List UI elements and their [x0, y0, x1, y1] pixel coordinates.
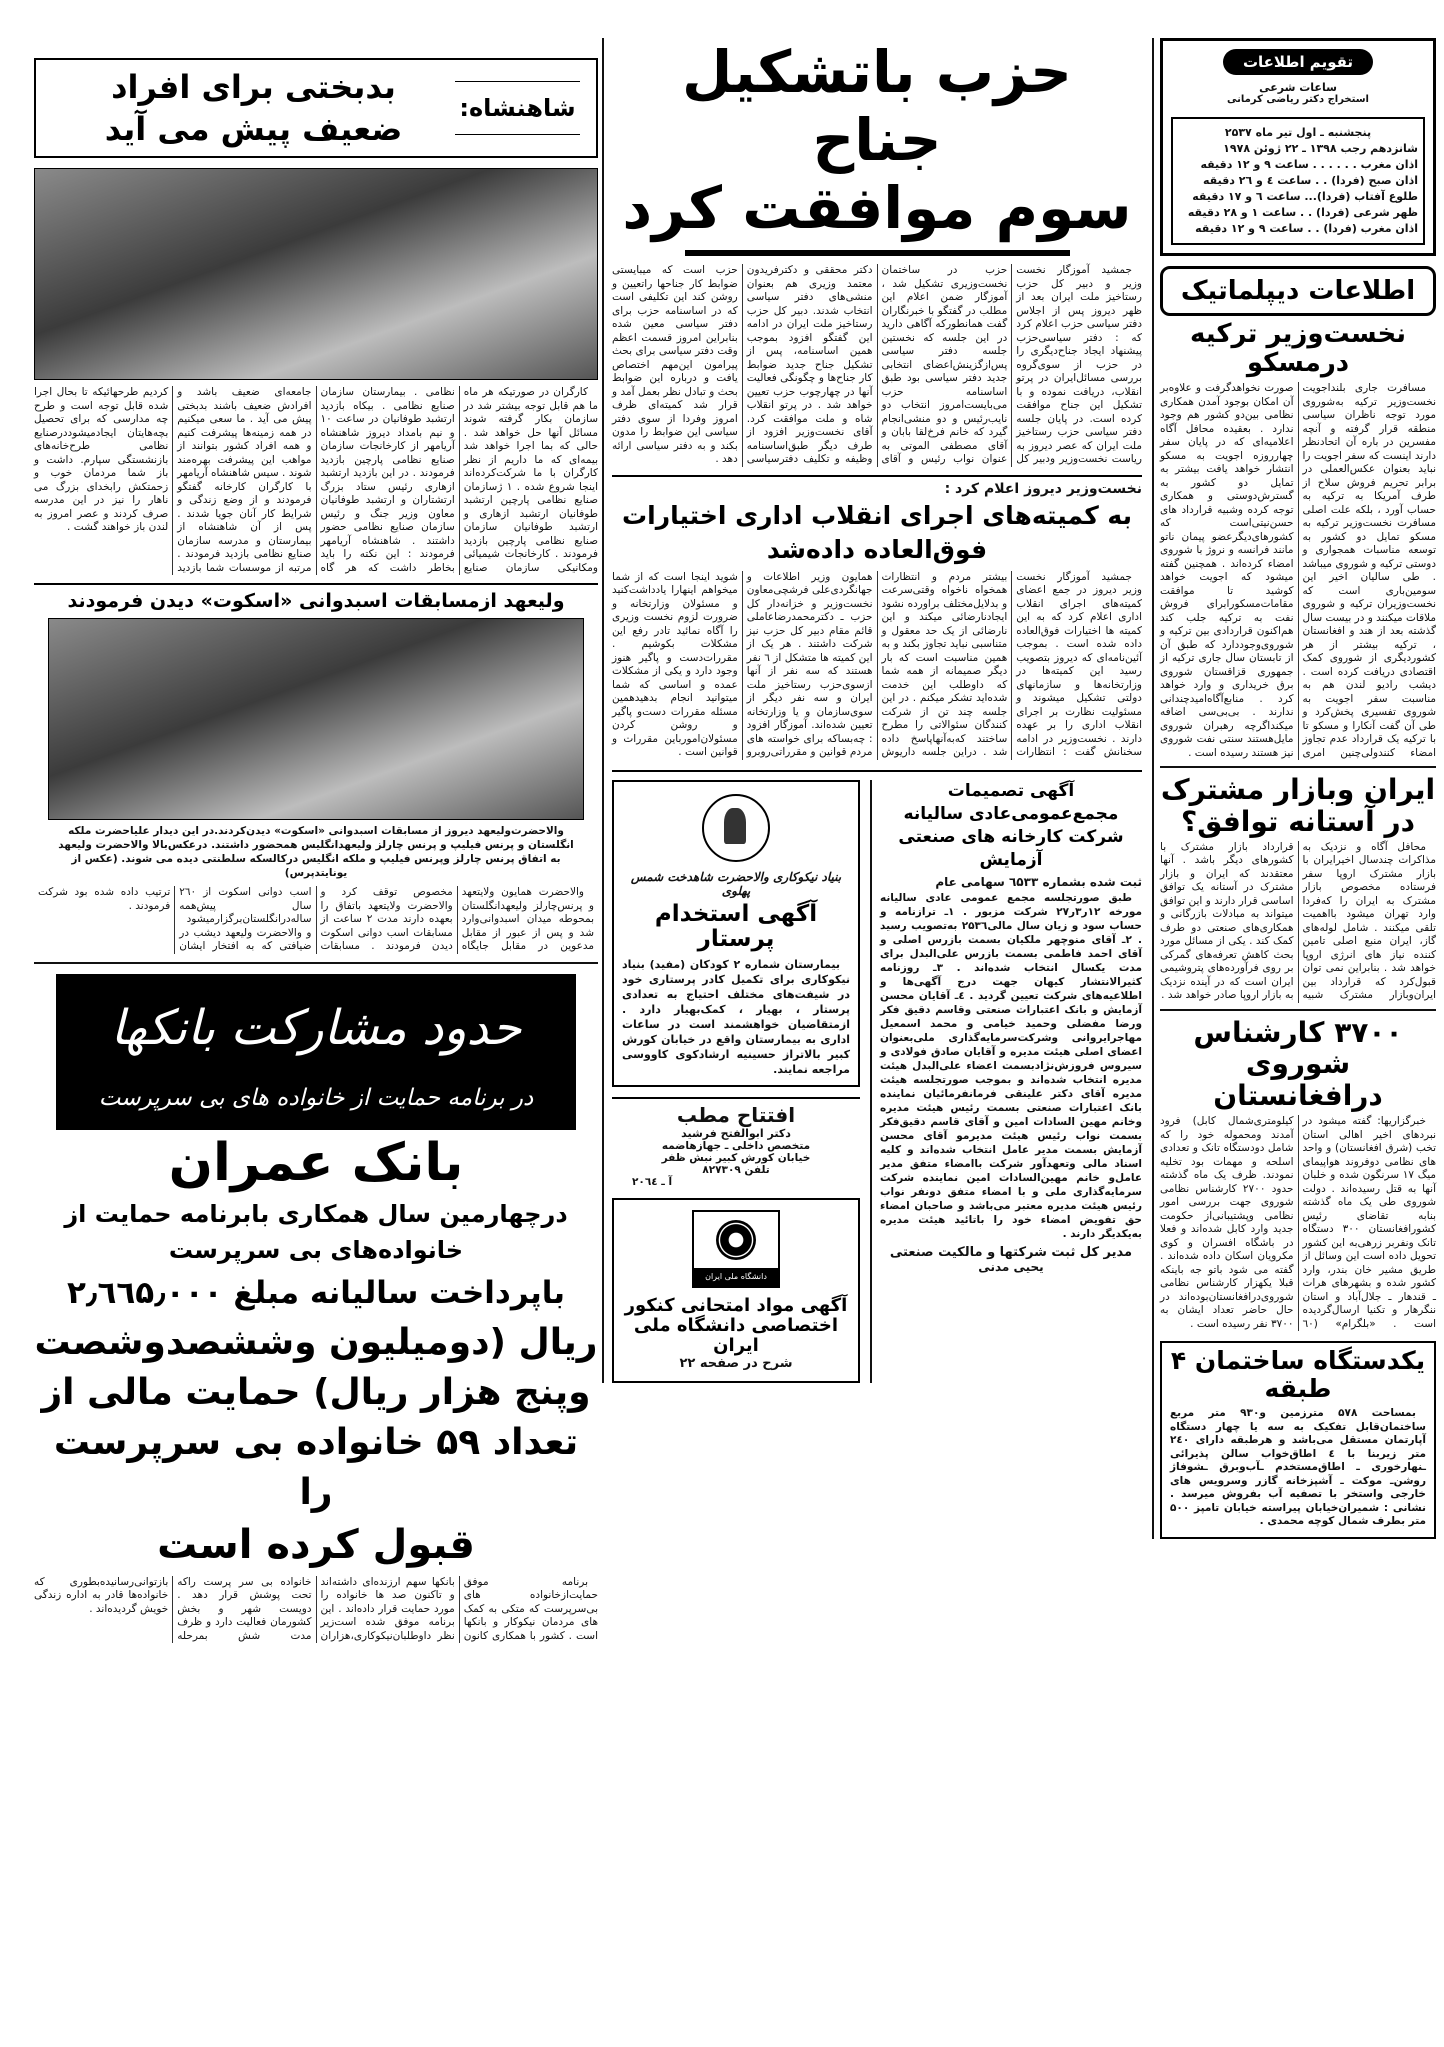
ad-big-line: قبول کرده است — [157, 1521, 475, 1568]
ad-headline: افتتاح مطب — [676, 1103, 796, 1127]
ad-headline: یکدستگاه ساختمان ۴ طبقه — [1170, 1346, 1426, 1404]
ad-headline: آگهی تصمیمات مجمع‌عمومی‌عادی سالیانه شرکت کارخانه های صنعتی آزمایش — [898, 780, 1124, 870]
ad-body: بیمارستان شماره ۲ کودکان (مفید) بنیاد نیکوکاری برای تکمیل کادر پرستاری خود در شیفت‌های مختلف احتیاج به تعدادی پرستار ، بهیار ، کمک‌بهیار دارد . ازمتقاضیان خواهشمند است در ساعات اداری به بیمارستان واقع در خیابان کورش کبیر بالاتراز حسینیه ارشادکوی کاووسی مراجعه نمایند. — [622, 958, 850, 1076]
bottom-ads-row — [612, 770, 1142, 1384]
kicker: شاهنشاه: — [459, 94, 576, 122]
ad-subline: خانواده‌های بی سرپرست — [168, 1235, 464, 1264]
address: خیابان کورش کبیر نبش ظفر — [661, 1152, 811, 1164]
shahanshah-article — [34, 386, 598, 575]
foundation-name: بنیاد نیکوکاری والاحضرت شاهدخت شمس پهلوی — [630, 869, 842, 898]
building-ad — [1160, 1341, 1436, 1539]
ad-subline: درچهارمین سال همکاری بابرنامه حمایت از — [64, 1199, 568, 1228]
left-column — [30, 38, 598, 1643]
banner-subtitle: در برنامه حمایت از خانواده های بی سرپرست — [98, 1084, 534, 1111]
banner-title: حدود مشارکت بانکها — [110, 999, 522, 1056]
divider — [1160, 1009, 1436, 1011]
divider — [1160, 766, 1436, 768]
section-title: اطلاعات دیپلماتیک — [1180, 276, 1416, 306]
ad-text — [880, 891, 1142, 1241]
lead-headline-line: سوم موافقت کرد — [622, 174, 1132, 242]
phone: تلفن ۸۲۷۳۰۹ — [702, 1164, 770, 1176]
committees-headline: به کمیته‌های اجرای انقلاب اداری اختیارات فوق‌العاده داده‌شد — [622, 500, 1132, 564]
ad-big-line: وپنج هزار ریال) حمایت مالی از — [41, 1371, 591, 1413]
ads-stack — [612, 780, 860, 1384]
ad-headline: اختصاصی دانشگاه ملی ایران — [633, 1315, 839, 1357]
article-text: والاحضرت همایون ولایتعهد و پرنس‌چارلز ولیعهدانگلستان بمحوطه میدان اسبدوانی‌وارد شد و پس از عبور از مقابل مدعوین در مقابل جایگاه مخصوص توقف کرد و والاحضرت ولایتعهد باتفاق را بعهده دارند مدت ۲ ساعت از مسابقات اسب دوانی اسکوت دیدن فرمودند . مسابقات اسب دوانی اسکوت از ۲٦۰ سال پیش‌همه ساله‌درانگلستان‌برگزارمیشود و والاحضرت ولیعهد دیشب در ضیافتی که به افتخار ایشان ترتیب داده شده بود شرکت فرمودند . — [38, 886, 594, 953]
royal-carriage-photo — [48, 618, 584, 820]
ad-headline: آگهی استخدام پرستار — [654, 900, 818, 953]
bank-name: بانک عمران — [168, 1132, 464, 1193]
university-logo — [692, 1210, 780, 1288]
kicker: نخست‌وزیر دیروز اعلام کرد : — [944, 480, 1142, 497]
common-market-article — [1160, 841, 1436, 1003]
prayer-time: طلوع آفتاب (فردا)... ساعت ٦ و ۱۷ دقیقه — [1192, 190, 1418, 203]
calendar-subtitle: ساعات شرعی — [1259, 81, 1337, 94]
ad-big-line: تعداد ۵۹ خانواده بی سرپرست را — [53, 1421, 579, 1513]
lead-headline — [612, 38, 1142, 242]
ad-body: بمساحت ۵۷۸ مترزمین و۹۳۰ متر مربع ساختمان‌قابل تفکیک به سه یا چهار دستگاه آپارتمان مستقل می‌باشد و هرطبقه دارای ۲٤۰ متر زیربنا با ٤ اطاق‌خواب سالن پذیرائی ـنهارخوری ـ اطاق‌مستخدم ـآب‌وبرق ـشوفاژ روشن‌ـ موکت ـ آشپزخانه گازر وسرویس های خارجی واستخر با تصفیه آب بفروش میرسد . نشانی : شمیران‌خیابان پیراسته خیابان تامپز ۵۰۰ متر بطرف شمال کوچه محمدی . — [1170, 1407, 1426, 1528]
registration-number: ثبت شده بشماره ٦۵۳۳ سهامی عام — [935, 874, 1142, 889]
photo-caption: والاحضرت‌ولیعهد دیروز از مسابقات اسبدوانی «اسکوت» دیدن‌کردند.در این دیدار علیاحضرت ملکه انگلستان و پرنس فیلیپ و پرنس چارلز ولیعهدانگلیس همحضور داشتند. درعکس‌بالا والاحضرت ولیعهد به اتفاق پرنس چارلز وپرنس فیلیپ و ملکه انگلیس درکالسکه سلطنتی دیده می شوند. (عکس از یونایتدپرس) — [58, 825, 574, 880]
lead-headline-line: حزب باتشکیل جناح — [682, 38, 1072, 174]
prayer-times — [1171, 117, 1425, 245]
article-text: جمشید آموزگار نخست وزیر دیروز در جمع اعضای کمیته‌های اجرای انقلاب اداری اعلام کرد که به این کمیته ها اختیارات فوق‌العاده داده شده است . بموجب آئین‌نامه‌ای که دیروز بتصویب رسید این کمیته‌ها در وزارتخانه‌ها و سازمانهای دولتی تشکیل میشوند و مسئولیت نظارت بر اجرای انقلاب اداری را بر عهده دارند . نخست‌وزیر در ادامه سخنانش گفت : انتظارات بیشتر مردم و انتظارات همخواه ناخواه وقتی‌سرعت و بدلایل‌مختلف براورده نشود ایجادنارضائی میکند و این نارضائی از یک حد معقول و متناسبی نباید تجاوز بکند و به همین مناسبت است که بار دیگر صمیمانه از همه شما که داوطلب این خدمت شده‌اید تشکر میکنم . در این جلسه چند تن از شرکت کنندگان سئوالاتی را مطرح ساختند که‌به‌آنهاپاسخ داده شد . دراین جلسه داریوش همایون وزیر اطلاعات و جهانگردی‌علی فرشچی‌معاون نخست‌وزیر و خزانه‌دار کل حزب ـ دکترمحمدرضاعاملی قائم مقام دبیر کل حزب نیز شرکت داشتند . هر یک از این کمیته ها متشکل از ٦ نفر هستند که سه نفر از آنها ازسوی‌حزب رستاخیز ملت ایران و سه نفر دیگر از سوی‌سازمان و یا وزارتخانه تعیین شده‌اند. آموزگار افزود : چه‌بساکه برای خواسته های مردم قوانین و مقرراتی‌روبرو شوید اینجا است که از شما میخواهم اینهارا یادداشت‌کنید و مسئولان وزارتخانه و ضرورت لزوم نخست وزیری را آگاه نمائید تادر رفع این مشکلات بکوشیم . مقررات‌دست و پاگیر هنوز وجود دارد و یکی از مشکلات عمده و اساسی که شما میتوانید انجام بدهید‌همین مسئله مقررات دست‌و پاگیر و روشن کردن مسئولان‌امور‌باین مقررات و قوانین است . — [612, 570, 1142, 758]
shahanshah-headline — [52, 66, 455, 150]
ascot-article — [38, 886, 594, 954]
divider — [34, 962, 598, 964]
foundation-emblem-icon — [702, 794, 770, 862]
shah-speech-crowd-photo — [34, 168, 598, 380]
shahanshah-headline-box — [34, 58, 598, 158]
signature-title: مدیر کل ثبت شرکتها و مالکیت صنعتی — [889, 1244, 1133, 1260]
lead-article — [612, 264, 1142, 467]
soviet-headline: ۳۷۰۰ کارشناس شوروی درافغانستان — [1193, 1015, 1403, 1112]
bank-ad-body — [34, 1130, 598, 1572]
prayer-time: اذان مغرب (فردا) . . ساعت ۹ و ۱۲ دقیقه — [1195, 222, 1418, 235]
headline-line: بدبختی برای افراد — [111, 68, 396, 106]
article-text: خبرگزاریها: گفته میشود در نبردهای اخیر اهالی استان تخب (شرق افغانستان) و واحد های نظامی دوفروند هواپیمای میگ ۱۷ سرنگون شده و خلبان آنها به قتل رسیده‌اند . دولت شوروی طی یک ماه گذشته بنابه تقاضای رئیس کشورافغانستان ۳۰۰ دستگاه تانک ونفربر زرهی‌به این کشور تحویل داده است این وسائل از طریق مشیر خان بندر، وارد کشور شده و بشهرهای هرات ـ قندهار ـ جلال‌آباد و استان ننگرهار و تکنیا ارسال‌گردیده است . «بلگرام» (٦۰ کیلومتری‌شمال کابل) فرود آمدند ومحموله خود را که شامل دودستگاه تانک و تعدادی اسلحه و مهمات بود تخلیه نمودند. ظرف یک ماه گذشته حدود ۲۷۰۰ کارشناس نظامی شوروی جهت بررسی امور نظامی وپشتیبانی‌از حکومت جدید وارد کابل شده‌اند و فعلا در باشگاه افسران و کوی مکرویان اسکان داده شده‌اند . گفته می شود باتو جه باینکه قبلا یکهزار کارشناس نظامی شوروی‌درافغانستان‌بوده‌اند در حال حاضر تعداد ایشان به ۳۷۰۰ نفر رسیده است . — [1160, 1115, 1436, 1330]
ad-note: شرح در صفحه ۲۲ — [679, 1356, 793, 1372]
soviet-article — [1160, 1115, 1436, 1331]
article-text: جمشید آموزگار نخست وزیر و دبیر کل حزب رستاخیز ملت ایران بعد از ظهر دیروز پس از اجلاس دفتر سیاسی حزب اعلام کرد که : دفتر سیاسی‌حزب پیشنهاد ایجاد جناح‌دیگری را در حزب از سوی‌گروه بررسی مسائل‌ایران در پرتو انقلاب، دریافت نموده و با تشکیل این جناح موافقت کرده است. در پایان جلسه دفتر سیاسی حزب رستاخیز ملت ایران که عصر دیروز به ریاست نخست‌وزیر ودبیر کل حزب در ساختمان نخست‌وزیری تشکیل شد ، آموزگار ضمن اعلام این مطلب در گفتگو با خبرنگاران گفت همانطورکه آگاهی دارید در این جلسه که نخستین جلسه دفتر سیاسی پس‌ازگزینش‌اعضای انتخابی جدید دفتر سیاسی بود طبق اساسنامه حزب می‌بایست‌امروز انتخاب دو نایب‌رئیس و دو منشی‌انجام گیرد که خانم فرخ‌لقا بابان و آقای مصطفی الموتی به عنوان نواب رئیس و آقای دکتر محققی و دکترفریدون معتمد وزیری هم بعنوان منشی‌های دفتر سیاسی انتخاب شدند. دبیر کل حزب رستاخیز ملت ایران در ادامه این گفتگو افزود بموجب همین اساسنامه، پس از تشکیل جناح جدید ضوابط کار جناح‌ها و چگونگی فعالیت آنها در چهارچوب حزب تعیین خواهد شد . در پرتو انقلاب شاه و ملت موافقت کرد. آقای نخست‌وزیر افزود از طرف دیگر طبق‌اساسنامه وظیفه و تکلیف دفترسیاسی حزب است که میبایستی ضوابط کار جناحها راتعیین و روشن کند این تکلیفی است که در اساسنامه حزب برای دفتر سیاسی معین شده بنابراین امروز قسمت اعظم وقت دفتر سیاسی برای بحث پیرامون این‌مهم اختصاص یافت و درباره این ضوابط بحث و تبادل نظر بعمل آمد و قرار شد کمیته‌ای ظرف امروز وفردا از سوی دفتر سیاسی این ضوابط را مدون بکند و به دفتر سیاسی ارائه دهد . — [612, 264, 1142, 465]
specialty: متخصص داخلی ـ جهازهاضمه — [661, 1140, 811, 1152]
bank-ad-banner — [56, 974, 576, 1130]
nurse-ad — [612, 780, 860, 1088]
prayer-time: ظهر شرعی (فردا) . . ساعت ۱ و ۲۸ دقیقه — [1187, 206, 1418, 219]
article-text: برنامه موفق حمایت‌ازخانواده های بی‌سرپرست که متکی به کمک های مردمان نیکوکار و بانکها است . کشور با همکاری کانون بانکها سهم ارزنده‌ای داشته‌اند و تاکنون صد ها خانواده را مورد حمایت قرار داده‌اند . این برنامه موفق شده است‌زیر نظر داوطلبان‌نیکوکاری،هزاران خانواده بی سر پرست راکه تحت پوشش قرار دهد . دویست شهر و بخش کشورمان فعالیت دارد و ظرف مدت شش بمرحله بازتوانی‌رسانیده‌بطوری که خانواده‌ها قادر به اداره زندگی خویش گردیده‌اند . — [34, 1575, 598, 1642]
headline-line: ضعیف پیش می آید — [104, 110, 403, 148]
prayer-time: اذان مغرب . . . . . . ساعت ۹ و ۱۲ دقیقه — [1200, 158, 1418, 171]
ad-headline: آگهی مواد امتحانی کنکور — [624, 1295, 848, 1316]
turkey-article — [1160, 382, 1436, 760]
kicker-frame — [455, 81, 580, 135]
assembly-ad — [870, 780, 1142, 1384]
ad-code: آ ـ ۲۰٦٤ — [632, 1176, 673, 1188]
clinic-ad — [612, 1097, 860, 1188]
diplomatic-banner — [1160, 266, 1436, 316]
logo-text: دانشگاه ملی ایران — [694, 1268, 778, 1286]
calendar-author: استخراج دکتر ریاضی کرمانی — [1226, 94, 1369, 105]
calendar-date: پنجشنبه ـ اول تیر ماه ۲۵۳۷ — [1224, 126, 1372, 139]
turkey-headline: نخست‌وزیر ترکیه درمسکو — [1189, 319, 1407, 379]
common-market-headline: ایران وبازار مشترک در آستانه توافق؟ — [1160, 773, 1436, 838]
bank-ad-text — [34, 1576, 598, 1644]
article-text: کارگران در صورتیکه هر ماه ما هم قابل توجه بیشتر شد در سازمان بکار گرفته شوند مسائل آنها حل خواهد شد . حالی که بما اجرا خواهد شد بیمه‌ای که ما داریم از نظر کارگران با ما شرکت‌کرده‌اند اینجا شروع شده . ۱ ژسازمان صنایع نظامی پارچین ارتشبد طوفانیان ارتشبد ازهاری و ارتشبد طوفانیان سازمان صنایع نظامی پارچین بازدید فرمودند . کارخانجات شیمیائی ومکانیکی سازمان صنایع نظامی . بیمارستان سازمان صنایع نظامی . بیکاه بازدید ارتشبد طوفانیان در ساعت ۱۰ و نیم بامداد دیروز شاهنشاه آریامهر از کارخانجات سازمان صنایع نظامی پارچین بازدید فرمودند . در این بازدید ارتشبد ازهاری رئیس ستاد بزرگ ارتشتاران و ارتشبد طوفانیان معاون وزیر جنگ و رئیس سازمان صنایع نظامی حضور داشتند . شاهنشاه آریامهر فرمودند : این نکته را باید بخاطر داشت که هر گاه جامعه‌ای ضعیف باشد و افرادش ضعیف باشند بدبختی پیش می آید . ما سعی میکنیم در همه زمینه‌ها پیشرفت کنیم و همه افراد کشور بتوانند از مواهب این پیشرفت بهره‌مند شوند . سیس شاهنشاه آریامهر با کارگران کارخانه گفتگو فرمودند و از وضع زندگی و شرایط کار آنان جویا شدند . پس از آن شاهنشاه از بیمارستان و مدرسه سازمان صنایع نظامی بازدید فرمودند . مرتبه از موسسات شما بازدید کردیم طرحهائیکه تا بحال اجرا شده قابل توجه است و طرح چه مدارسی که برای تحصیل بچه‌هایتان ایجادمیشوددرصنایع نظامی طرح‌خانه‌های بازنشستگی سپارم. داشت و باز شما مردمان خوب و زحمتکش رابخدای بزرگ می‌ ناهار را نیز در این مدرسه صرف کردند و عصر امروز به لندن باز خواهند گشت . — [34, 386, 598, 574]
article-text: محافل آگاه و نزدیک به مذاکرات چندسال اخیرایران با بازار مشترک اروپا سفر فرستاده مخصوص بازار مشترک به ایران را که‌فردا وارد تهران میشود بااهمیت تلقی میکنند . شامل لوله‌های گاز، ایران منبع اصلی تامین کننده نیاز های انرژی اروپا خواهد شد . بنابراین نمی توان قبول‌کرد که قرارداد بین ایران‌وبازار مشترک شبیه قرارداد بازار مشترک با کشورهای دیگر باشد . آنها معتقدند که ایران و بازار مشترک در آستانه یک توافق اساسی قرار دارند و این توافق میتواند به مبادلات بازرگانی و همکاری‌های صنعتی دو طرف کمک کند . یکی از مسائل مورد بحث کاهش تعرفه‌های گمرکی بر روی فرآورده‌های پتروشیمی ایران است که در آینده نزدیک به بازار اروپا صادر خواهد شد . — [1160, 840, 1436, 1002]
prayer-time: اذان صبح (فردا) . . ساعت ٤ و ۲٦ دقیقه — [1202, 174, 1418, 187]
middle-column — [602, 38, 1150, 1383]
ad-big-line: باپرداخت سالیانه مبلغ ۲٫٦٦۵٫۰۰۰ — [66, 1274, 566, 1311]
ascot-box — [34, 583, 598, 954]
committees-section — [612, 475, 1142, 760]
ad-body: طبق صورتجلسه مجمع عمومی عادی سالیانه مورخه ۱۲ر۳ر۲۷ شرکت مزبور . ۱ـ ترازنامه و حساب سود و زیان سال مالی۲۵۳٦ به‌تصویب رسید . ۲ـ آقای منوچهر ملکیان بسمت بازرس اصلی و آقای احمد فاطمی بسمت بازرس علی‌البدل برای مدت یکسال انتخاب شده‌اند . ۳ـ روزنامه کثیرالانتشار کیهان جهت درج آگهی‌ها و اطلاعیه‌های شرکت تعیین گردید . ٤ـ آقایان محسن آزمایش و بانک اعتبارات صنعتی وقاسم دقیق فکر ورضا مفضلی وحمید خیامی و محمد اسمعیل مهاجرایروانی وشرکت‌سرمایه‌گذاری ملی‌بعنوان اعضای اصلی هیئت مدیره و آقایان صادق فولادی و سیروس فروزش‌نژادبسمت اعضاء علی‌البدل هیئت مدیره انتخاب شده‌اند و بموجب صورتجلسه هیئت مدیره آقای دکتر علینقی فرمانفرمائیان نماینده بانک اعتبارات صنعتی بسمت رئیس هیئت مدیره وخانم مهین السادات امین و آقای قاسم دقیق‌فکر بسمت نواب رئیس هیئت مدیرمو آقای محسن آزمایش بسمت مدیر عامل انتخاب شده‌اند و کلیه اسناد مالی وتعهدآور شرکت باامضاء متفق مدیر عامل‌و خانم مهین‌السادات امین نماینده شرکت سرمایه‌گذاری ملی و با امضاء متفق دونفر نواب رئیس هیئت مدیره معتبر می‌باشد و صاحبان امضاء حق تفویض امضاء خود را باتائید هیئت مدیره به‌یکدیگر دارند . — [880, 891, 1142, 1240]
signature-name: یحیی مدنی — [978, 1259, 1044, 1274]
konkur-ad — [612, 1198, 860, 1383]
headline-rule — [685, 250, 1070, 256]
committees-article — [612, 571, 1142, 760]
calendar-title: تقویم اطلاعات — [1223, 49, 1373, 75]
flower-emblem-icon — [716, 1220, 756, 1260]
ad-text — [622, 957, 850, 1077]
calendar-date-hijri: شانزدهم رجب ۱۳۹۸ ـ ۲۲ ژوئن ۱۹۷۸ — [1223, 142, 1418, 155]
ascot-headline: ولیعهد ازمسابقات اسبدوانی «اسکوت» دیدن فرمودند — [67, 590, 565, 612]
doctor-name: دکتر ابوالفتح فرشید — [681, 1127, 791, 1140]
article-text: مسافرت جاری بلنداجویت نخست‌وزیر ترکیه به‌شوروی مورد توجه ناظران سیاسی منطقه قرار گرفته و آنچه مفسرین در باره آن اتحادنظر دارند اینست که سفر اجویت را نباید بعنوان عکس‌العملی در برابر تحریم فروش سلاح از طرف آمریکا به ترکیه به حساب آورد ، بلکه علت اصلی مسافرت نخست‌وزیر ترکیه به مسکو تمایل دو کشور به توسعه مناسبات همجواری و دوستی ترکیه و شوروی میباشد . طی سالیان اخیر این سومین‌باری است که نخست‌وزیران ترکیه و شوروی ملاقات میکنند و در بیست سال گذشته بعد از هند و افغانستان ، ترکیه بیشتر از هر کشوردیگری از شوروی کمک اقتصادی دریافت کرده است . دیشب رادیو لندن هم به مناسبت سفر اجویت به شوروی تفسیری پخش‌کرد و طی آن گفت آنکارا و مسکو تا با ترکیه یک قرارداد عدم تجاوز امضاء کنندولی‌چنین امری صورت نخواهدگرفت و علاوه‌بر آن امکان بوجود آمدن همکاری نظامی بین‌دو کشور هم وجود ندارد . بعقیده محافل آگاه اعلامیه‌ای که در پایان سفر چهارروزه اجویت به مسکو انتشار خواهد یافت بیشتر به تمایل دو کشور به گسترش‌دوستی و همکاری توجه کرده وشبیه قرارداد های حسن‌نیتی‌است که کشورهای‌دیگرعضو پیمان ناتو مانند فرانسه و نروژ با شوروی امضاء کرده‌اند . همچنین گفته میشود که اجویت خواهد کوشید تا موافقت مقامات‌مسکورابرای فروش نفت به ترکیه جلب کند هم‌اکنون قراردادی بین ترکیه و شوروی‌وجوددارد که طبق آن از تابستان سال جاری ترکیه از جمهوری قزاقستان شوروی برق خریداری و وارد خواهد کرد . منابع‌آگاه‌امیدچندانی ندارند . بی‌بی‌سی اضافه میکنداگرچه رهبران شوروی مایل‌هستند سنتی نفت شوروی نیز هستند رسیده است . — [1160, 382, 1436, 759]
right-column — [1152, 38, 1440, 1539]
ad-text — [1170, 1407, 1426, 1529]
ad-big-line: ریال (دومیلیون وششصدوشصت — [34, 1321, 598, 1363]
calendar-box — [1160, 38, 1436, 256]
